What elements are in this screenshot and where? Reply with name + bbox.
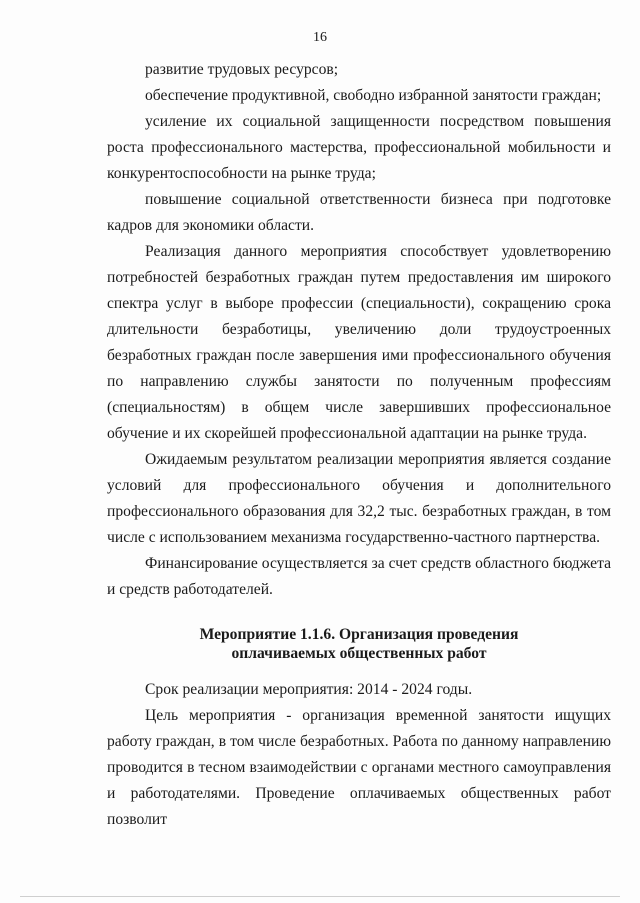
paragraph-term: Срок реализации мероприятия: 2014 - 2024 годы. [145, 681, 473, 698]
page-bottom-rule [20, 896, 620, 897]
page-number: 16 [313, 30, 327, 45]
paragraph-financing: Финансирование осуществляется за счет средств областного бюджета и средств работодателей. [107, 555, 611, 598]
paragraph-business-responsibility: повышение социальной ответственности бизнеса при подготовке кадров для экономики области. [107, 191, 611, 234]
section-heading: Мероприятие 1.1.6. Организация проведения оплачиваемых общественных работ [199, 626, 519, 662]
paragraph-expected-result: Ожидаемым результатом реализации мероприятия является создание условий для профессионального обучения и дополнительного профессионального образования для 32,2 тыс. безработных граждан, в том числе с использованием механизма государственно-частного партнерства. [107, 451, 611, 546]
paragraph-labor-resources: развитие трудовых ресурсов; [145, 61, 339, 78]
paragraph-employment: обеспечение продуктивной, свободно избранной занятости граждан; [145, 87, 602, 104]
paragraph-social-protection: усиление их социальной защищенности посредством повышения роста профессионального мастерства, профессиональной мобильности и конкурентоспособности на рынке труда; [107, 113, 611, 182]
spacer [107, 603, 611, 625]
paragraph-implementation: Реализация данного мероприятия способствует удовлетворению потребностей безработных граждан путем предоставления им широкого спектра услуг в выборе профессии (специальности), сокращению срока длительности безработицы, увеличению доли трудоустроенных безработных граждан после завершения ими профессионального обучения по направлению службы занятости по полученным профессиям (специальностям) в общем числе завершивших профессиональное обучение и их скорейшей профессиональной адаптации на рынке труда. [107, 243, 611, 442]
spacer [107, 663, 611, 677]
document-body [107, 57, 611, 833]
paragraph-goal: Цель мероприятия - организация временной занятости ищущих работу граждан, в том числе безработных. Работа по данному направлению проводится в тесном взаимодействии с органами местного самоуправления и работодателями. Проведение оплачиваемых общественных работ позволит [107, 707, 611, 828]
